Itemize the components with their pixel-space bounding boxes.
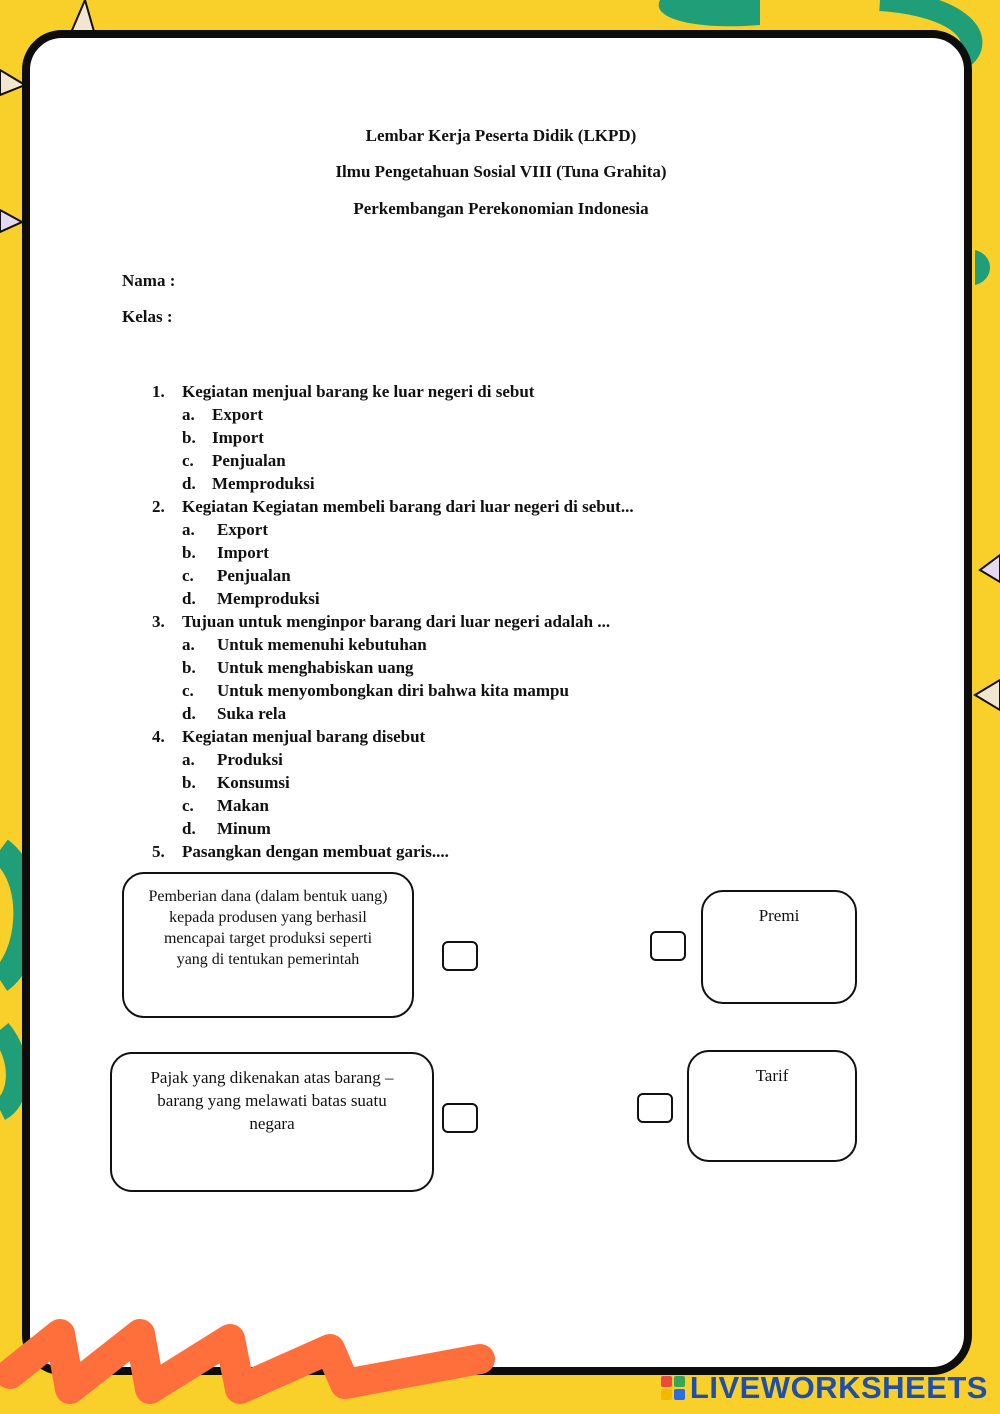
card-text-line: Pemberian dana (dalam bentuk uang) xyxy=(148,888,388,905)
option-letter: a. xyxy=(182,750,195,769)
card-text-line: mencapai target produksi seperti xyxy=(163,930,373,947)
question xyxy=(152,495,634,518)
card-text-line: barang yang melawati batas suatu xyxy=(157,1091,387,1110)
question xyxy=(152,610,634,633)
match-right-card-tarif xyxy=(687,1050,857,1162)
answer-option[interactable] xyxy=(152,426,634,449)
option-letter: c. xyxy=(182,796,194,815)
answer-option[interactable] xyxy=(152,564,634,587)
question-number: 4. xyxy=(152,727,165,746)
card-text-line: Premi xyxy=(758,906,800,925)
card-text-line: Pajak yang dikenakan atas barang – xyxy=(150,1068,394,1087)
match-connector-right-1[interactable] xyxy=(650,931,686,961)
question-text: Pasangkan dengan membuat garis.... xyxy=(182,842,449,861)
option-letter: b. xyxy=(182,543,196,562)
answer-option[interactable] xyxy=(152,518,634,541)
match-connector-right-2[interactable] xyxy=(637,1093,673,1123)
green-blob-right xyxy=(975,250,990,285)
match-right-card-premi xyxy=(701,890,857,1004)
option-text: Export xyxy=(217,520,268,539)
option-letter: a. xyxy=(182,405,195,424)
worksheet-subject: Ilmu Pengetahuan Sosial VIII (Tuna Grahita) xyxy=(335,162,667,181)
orange-zigzag-decoration xyxy=(0,1294,520,1414)
liveworksheets-brand xyxy=(661,1370,988,1406)
class-label: Kelas : xyxy=(122,307,173,326)
option-letter: a. xyxy=(182,520,195,539)
question-text: Kegiatan Kegiatan membeli barang dari luar negeri di sebut... xyxy=(182,497,634,516)
logo-square xyxy=(661,1376,672,1387)
match-left-card-1 xyxy=(122,872,414,1018)
card-text-line: yang di tentukan pemerintah xyxy=(176,951,360,968)
answer-option[interactable] xyxy=(152,702,634,725)
match-left-card-2 xyxy=(110,1052,434,1192)
triangle-left-2 xyxy=(0,210,22,232)
option-text: Untuk menyombongkan diri bahwa kita mampu xyxy=(217,681,569,700)
option-text: Makan xyxy=(217,796,269,815)
option-text: Import xyxy=(217,543,269,562)
card-text-line: kepada produsen yang berhasil xyxy=(169,909,367,926)
answer-option[interactable] xyxy=(152,817,634,840)
option-letter: c. xyxy=(182,451,194,470)
answer-option[interactable] xyxy=(152,472,634,495)
answer-option[interactable] xyxy=(152,771,634,794)
green-arc-left-2 xyxy=(0,1030,17,1110)
option-text: Memproduksi xyxy=(217,589,320,608)
question-number: 5. xyxy=(152,842,165,861)
option-text: Suka rela xyxy=(217,704,287,723)
question-number: 2. xyxy=(152,497,165,516)
card-text-line: negara xyxy=(249,1114,295,1133)
worksheet-topic: Perkembangan Perekonomian Indonesia xyxy=(353,199,649,218)
question xyxy=(152,380,634,403)
option-text: Produksi xyxy=(217,750,283,769)
question xyxy=(152,840,634,863)
option-text: Export xyxy=(212,405,263,424)
option-letter: d. xyxy=(182,819,196,838)
liveworksheets-logo-icon xyxy=(661,1376,685,1400)
option-text: Untuk memenuhi kebutuhan xyxy=(217,635,427,654)
option-letter: c. xyxy=(182,566,194,585)
answer-option[interactable] xyxy=(152,587,634,610)
question-text: Tujuan untuk menginpor barang dari luar negeri adalah ... xyxy=(182,612,611,631)
name-label: Nama : xyxy=(122,271,176,290)
question-list xyxy=(152,380,634,863)
option-text: Konsumsi xyxy=(217,773,290,792)
option-letter: d. xyxy=(182,589,196,608)
answer-option[interactable] xyxy=(152,633,634,656)
answer-option[interactable] xyxy=(152,748,634,771)
option-text: Minum xyxy=(217,819,271,838)
worksheet-title: Lembar Kerja Peserta Didik (LKPD) xyxy=(365,126,637,145)
option-text: Untuk menghabiskan uang xyxy=(217,658,414,677)
option-letter: b. xyxy=(182,658,196,677)
question-number: 1. xyxy=(152,382,165,401)
option-letter: b. xyxy=(182,428,196,447)
worksheet-page xyxy=(22,30,972,1375)
question-number: 3. xyxy=(152,612,165,631)
question-text: Kegiatan menjual barang ke luar negeri di sebut xyxy=(182,382,535,401)
option-letter: c. xyxy=(182,681,194,700)
logo-square xyxy=(674,1376,685,1387)
option-text: Import xyxy=(212,428,264,447)
answer-option[interactable] xyxy=(152,679,634,702)
option-letter: d. xyxy=(182,704,196,723)
triangle-right-2 xyxy=(975,680,1000,710)
match-connector-left-2[interactable] xyxy=(442,1103,478,1133)
green-swirl-top-right xyxy=(659,0,760,26)
answer-option[interactable] xyxy=(152,794,634,817)
match-connector-left-1[interactable] xyxy=(442,941,478,971)
option-text: Penjualan xyxy=(212,451,286,470)
brand-text: LIVEWORKSHEETS xyxy=(689,1370,988,1405)
answer-option[interactable] xyxy=(152,656,634,679)
option-letter: a. xyxy=(182,635,195,654)
answer-option[interactable] xyxy=(152,541,634,564)
logo-square xyxy=(661,1389,672,1400)
question xyxy=(152,725,634,748)
card-text-line: Tarif xyxy=(755,1066,789,1085)
answer-option[interactable] xyxy=(152,403,634,426)
logo-square xyxy=(674,1389,685,1400)
option-text: Penjualan xyxy=(217,566,291,585)
option-letter: b. xyxy=(182,773,196,792)
question-text: Kegiatan menjual barang disebut xyxy=(182,727,426,746)
triangle-right xyxy=(980,555,1000,582)
option-text: Memproduksi xyxy=(212,474,315,493)
answer-option[interactable] xyxy=(152,449,634,472)
option-letter: d. xyxy=(182,474,196,493)
